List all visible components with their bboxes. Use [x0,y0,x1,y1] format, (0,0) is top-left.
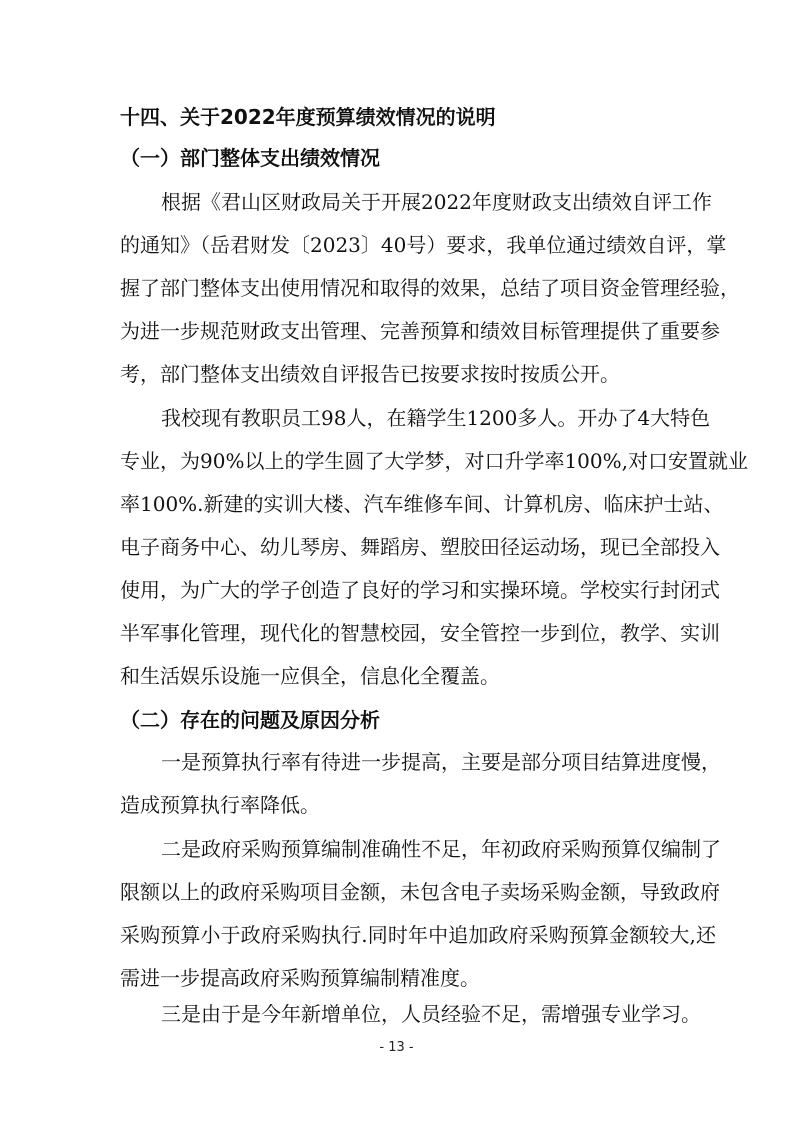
paragraph-2-line-1: 我校现有教职员工98人，在籍学生1200多人。开办了4大特色 [161,406,711,430]
subsection-1-title: （一）部门整体支出绩效情况 [120,146,380,170]
paragraph-1-line-3: 握了部门整体支出使用情况和取得的效果，总结了项目资金管理经验， [120,276,740,300]
paragraph-2-line-7: 和生活娱乐设施一应俱全，信息化全覆盖。 [120,664,500,688]
paragraph-2-line-6: 半军事化管理，现代化的智慧校园，安全管控一步到位，教学、实训 [120,621,720,645]
paragraph-1-line-4: 为进一步规范财政支出管理、完善预算和绩效目标管理提供了重要参 [120,319,720,343]
paragraph-1-line-5: 考，部门整体支出绩效自评报告已按要求按时按质公开。 [120,362,620,386]
paragraph-3-line-1: 一是预算执行率有待进一步提高，主要是部分项目结算进度慢， [161,750,721,774]
paragraph-2-line-2: 专业，为90%以上的学生圆了大学梦，对口升学率100%,对口安置就业 [120,449,748,473]
paragraph-4-line-2: 限额以上的政府采购项目金额，未包含电子卖场采购金额，导致政府 [120,880,720,904]
subsection-2-title: （二）存在的问题及原因分析 [120,708,380,732]
paragraph-2-line-3: 率100%.新建的实训大楼、汽车维修车间、计算机房、临床护士站、 [120,492,724,516]
paragraph-4-line-3: 采购预算小于政府采购执行.同时年中追加政府采购预算金额较大,还 [120,923,716,947]
page-number: - 13 - [379,1040,414,1055]
paragraph-1-line-1: 根据《君山区财政局关于开展2022年度财政支出绩效自评工作 [161,190,712,214]
section-title: 十四、关于2022年度预算绩效情况的说明 [120,105,496,129]
paragraph-4-line-4: 需进一步提高政府采购预算编制精准度。 [120,966,480,990]
paragraph-2-line-4: 电子商务中心、幼儿琴房、舞蹈房、塑胶田径运动场，现已全部投入 [120,535,720,559]
paragraph-5-line-1: 三是由于是今年新增单位，人员经验不足，需增强专业学习。 [161,1002,701,1026]
paragraph-3-line-2: 造成预算执行率降低。 [120,793,320,817]
paragraph-1-line-2: 的通知》（岳君财发〔2023〕40号）要求，我单位通过绩效自评，掌 [120,233,727,257]
paragraph-2-line-5: 使用，为广大的学子创造了良好的学习和实操环境。学校实行封闭式 [120,578,720,602]
paragraph-4-line-1: 二是政府采购预算编制准确性不足，年初政府采购预算仅编制了 [161,837,721,861]
